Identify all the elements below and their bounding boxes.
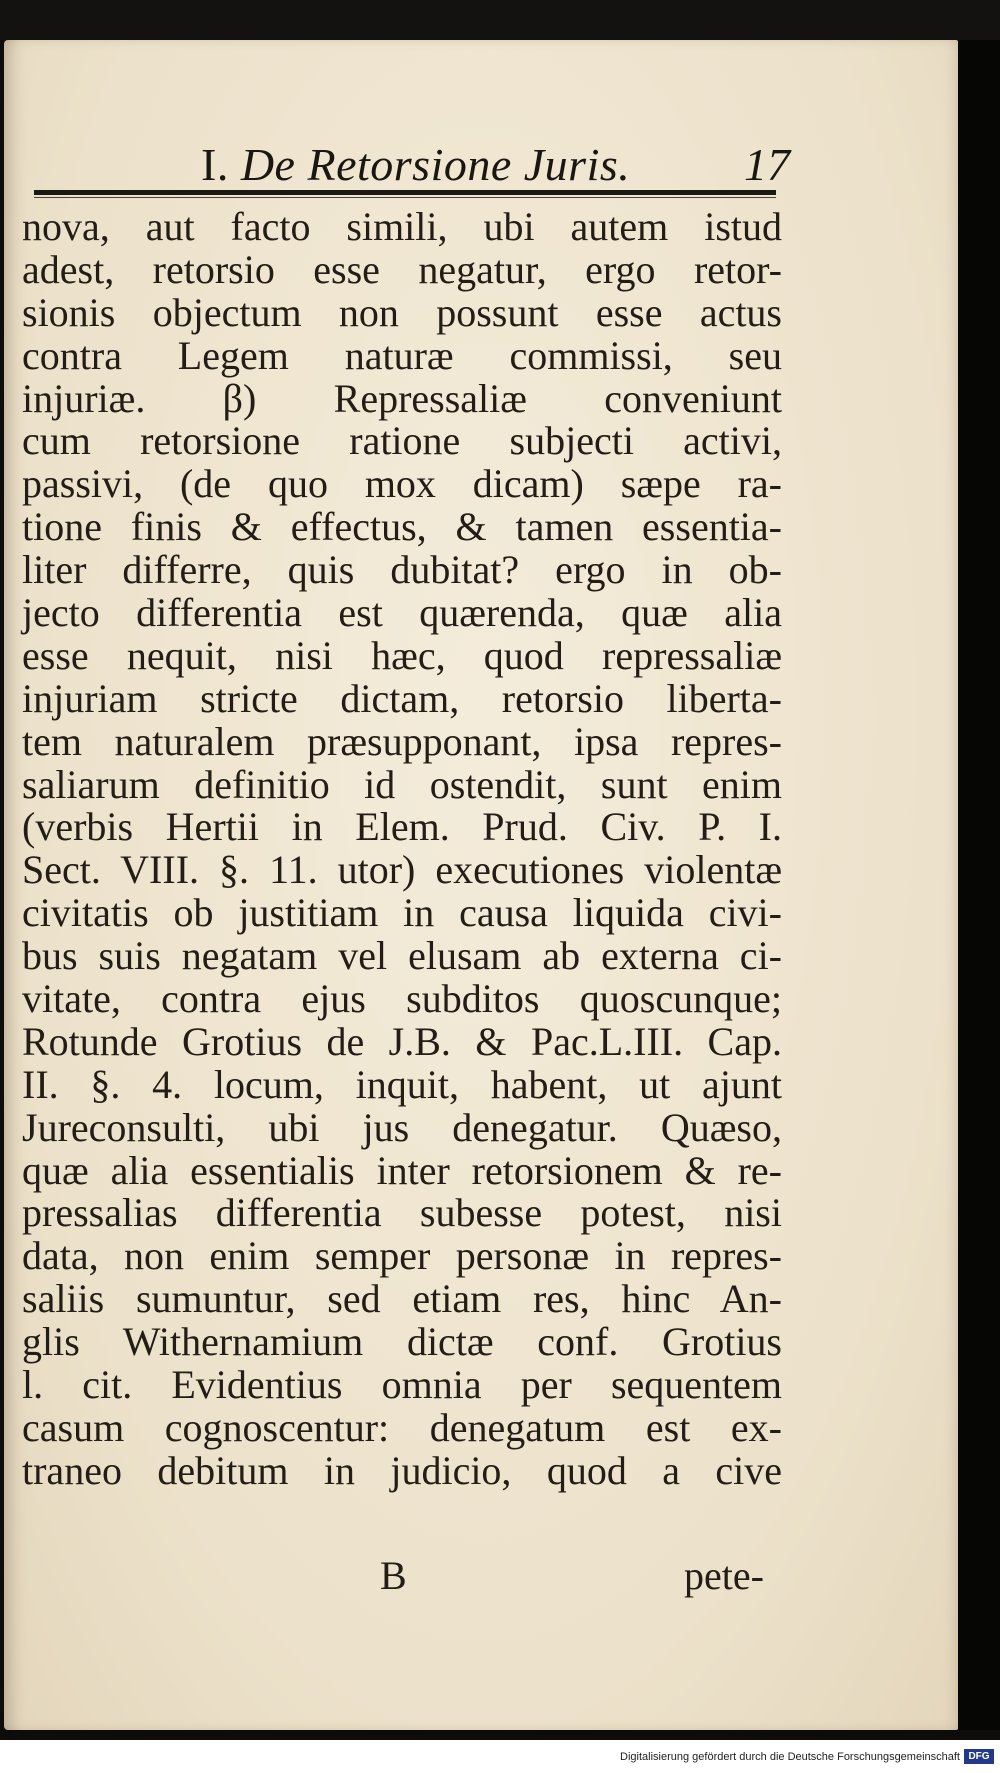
text-line: tione finis & effectus, & tamen essentia- <box>22 504 782 550</box>
scan-right-border <box>958 40 1000 1730</box>
header-rule <box>34 190 776 195</box>
text-line: contra Legem naturæ commissi, seu <box>22 332 782 378</box>
signature-mark: B <box>380 1553 407 1598</box>
text-line: casum cognoscentur: denegatum est ex- <box>22 1404 782 1450</box>
text-line: quæ alia essentialis inter retorsionem & re- <box>22 1147 782 1193</box>
text-line: vitate, contra ejus subditos quoscunque; <box>22 976 782 1022</box>
running-head <box>4 96 958 190</box>
chapter-number: I. <box>201 139 229 190</box>
text-line: civitatis ob justitiam in causa liquida civi- <box>22 890 782 936</box>
text-line: passivi, (de quo mox dicam) sæpe ra- <box>22 461 782 507</box>
text-line: glis Withernamium dictæ conf. Grotius <box>22 1319 782 1365</box>
text-line: liter differre, quis dubitat? ergo in ob- <box>22 547 782 593</box>
page-number: 17 <box>744 139 790 190</box>
text-line: cum retorsione ratione subjecti activi, <box>22 418 782 464</box>
text-line: injuriæ. β) Repressaliæ conveniunt <box>22 375 782 421</box>
text-line: traneo debitum in judicio, quod a cive <box>22 1447 782 1493</box>
chapter-title: De Retorsione Juris. <box>240 139 631 190</box>
text-line: Sect. VIII. §. 11. utor) executiones violentæ <box>22 847 782 893</box>
text-line: jecto differentia est quærenda, quæ alia <box>22 590 782 636</box>
funding-credit: Digitalisierung gefördert durch die Deutsche Forschungsgemeinschaft <box>620 1751 960 1763</box>
text-line: II. §. 4. locum, inquit, habent, ut ajunt <box>22 1061 782 1107</box>
text-line: Jureconsulti, ubi jus denegatur. Quæso, <box>22 1104 782 1150</box>
text-line: adest, retorsio esse negatur, ergo retor- <box>22 246 782 292</box>
running-head-title <box>201 138 630 191</box>
text-line: injuriam stricte dictam, retorsio liberta- <box>22 675 782 721</box>
text-line: Rotunde Grotius de J.B. & Pac.L.III. Cap. <box>22 1018 782 1064</box>
footer-bar <box>0 1740 1000 1773</box>
text-line: nova, aut facto simili, ubi autem istud <box>22 204 782 249</box>
text-line: pressalias differentia subesse potest, nisi <box>22 1190 782 1236</box>
text-line: sionis objectum non possunt esse actus <box>22 289 782 335</box>
body-text <box>22 206 782 1493</box>
dfg-logo-icon: DFG <box>964 1749 994 1764</box>
text-line: data, non enim semper personæ in repres- <box>22 1233 782 1279</box>
text-line: saliarum definitio id ostendit, sunt enim <box>22 761 782 807</box>
text-line: esse nequit, nisi hæc, quod repressaliæ <box>22 632 782 678</box>
text-line: bus suis negatam vel elusam ab externa ci- <box>22 933 782 979</box>
catchword: pete- <box>684 1553 764 1598</box>
text-line: tem naturalem præsupponant, ipsa repres- <box>22 718 782 764</box>
header-rule-thin <box>34 197 776 198</box>
book-page <box>4 40 958 1730</box>
scan-top-border <box>0 0 1000 40</box>
text-line: l. cit. Evidentius omnia per sequentem <box>22 1362 782 1408</box>
text-line: (verbis Hertii in Elem. Prud. Civ. P. I. <box>22 804 782 850</box>
catch-line <box>4 1552 958 1602</box>
text-line: saliis sumuntur, sed etiam res, hinc An- <box>22 1276 782 1322</box>
